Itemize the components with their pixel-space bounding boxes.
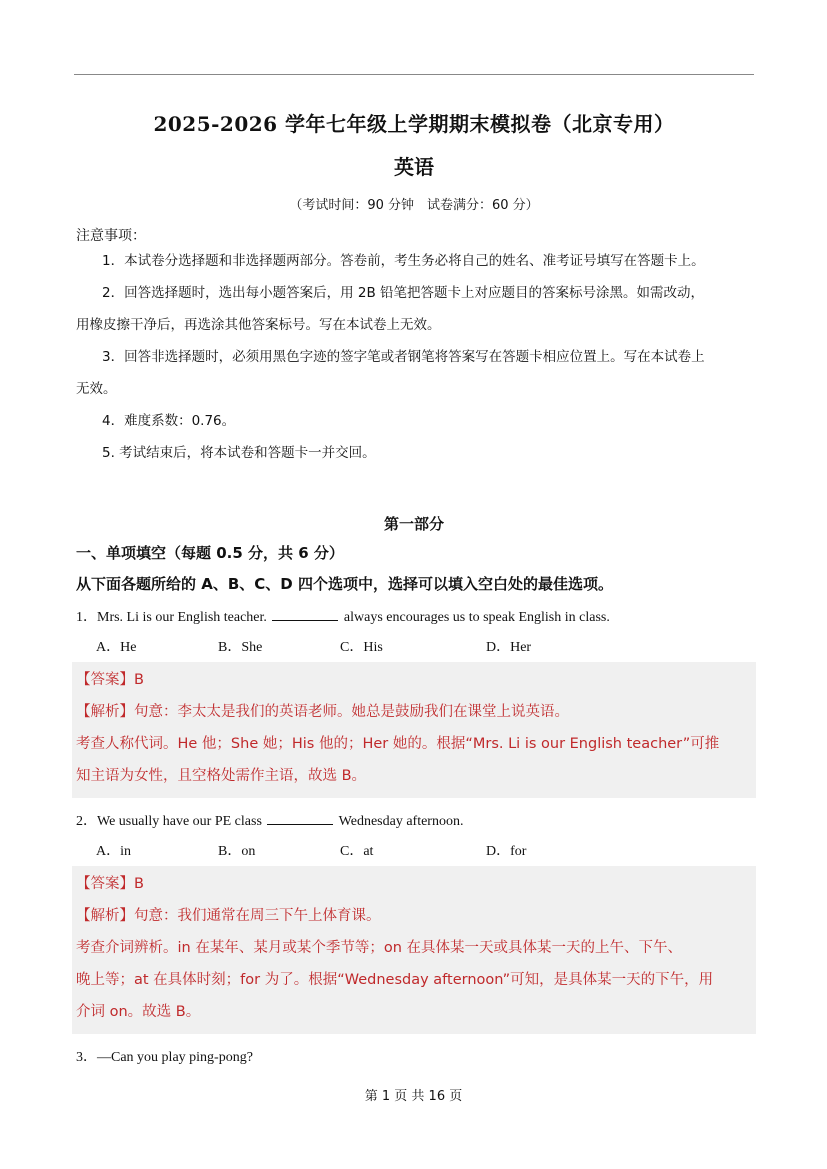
note-item: 4．难度系数：0.76。: [102, 413, 236, 429]
analysis-line: 考查人称代词。He 他；She 她；His 他的；Her 她的。根据“Mrs. Li is our English teacher”可推: [76, 736, 720, 752]
analysis-line: 考查介词辨析。in 在某年、某月或某个季节等；on 在具体某一天或具体某一天的上午、下午、: [76, 940, 682, 956]
question-stem-start: 3．—Can you play ping-pong?: [76, 1050, 253, 1065]
analysis-line: [76, 696, 752, 728]
note-item: 1．本试卷分选择题和非选择题两部分。答卷前，考生务必将自己的姓名、准考证号填写在答题卡上。: [102, 253, 705, 269]
option-d: D．for: [486, 844, 527, 859]
answer-line: [76, 868, 752, 900]
answer-value: B: [134, 672, 144, 688]
question-2-answer-box: [72, 866, 756, 1034]
header-rule: [74, 74, 754, 75]
question-2-options: [76, 840, 752, 860]
question-stem-end: Wednesday afternoon.: [338, 814, 464, 829]
subject-title: 英语: [394, 155, 434, 179]
question-stem-end: always encourages us to speak English in class.: [343, 610, 610, 625]
note-item: 2．回答选择题时，选出每小题答案后，用 2B 铅笔把答题卡上对应题目的答案标号涂黑。如需改动，: [102, 285, 705, 301]
analysis-line: 知主语为女性，且空格处需作主语，故选 B。: [76, 768, 367, 784]
answer-tag: 【答案】: [76, 672, 134, 688]
option-c: C．His: [340, 640, 383, 655]
question-stem-start: 2．We usually have our PE class: [76, 814, 262, 829]
option-a: A．in: [96, 844, 131, 859]
answer-blank: [272, 608, 338, 621]
exam-page: [76, 100, 752, 1066]
option-c: C．at: [340, 844, 374, 859]
analysis-line: 晚上等；at 在具体时刻；for 为了。根据“Wednesday afternoon”可知，是具体某一天的下午，用: [76, 972, 714, 988]
question-1-answer-box: [72, 662, 756, 798]
question-1: [76, 606, 752, 626]
question-stem-start: 1．Mrs. Li is our English teacher.: [76, 610, 267, 625]
exam-title: 2025-2026 学年七年级上学期期末模拟卷（北京专用）: [153, 112, 675, 136]
question-1-options: [76, 636, 752, 656]
question-2: [76, 810, 752, 830]
option-a: A．He: [96, 640, 137, 655]
section-title: 第一部分: [383, 515, 444, 533]
note-item: 3．回答非选择题时，必须用黑色字迹的签字笔或者钢笔将答案写在答题卡相应位置上。写在本试卷上: [102, 349, 705, 365]
analysis-text: 句意：李太太是我们的英语老师。她总是鼓励我们在课堂上说英语。: [134, 704, 569, 720]
answer-value: B: [134, 876, 144, 892]
option-b: B．She: [218, 640, 263, 655]
note-item: 用橡皮擦干净后，再选涂其他答案标号。写在本试卷上无效。: [76, 317, 441, 333]
question-3: [76, 1046, 752, 1066]
analysis-line: [76, 900, 752, 932]
answer-blank: [267, 812, 333, 825]
analysis-line: 介词 on。故选 B。: [76, 1004, 201, 1020]
analysis-tag: 【解析】: [76, 908, 134, 924]
page-footer: 第 1 页 共 16 页: [364, 1089, 463, 1104]
answer-tag: 【答案】: [76, 876, 134, 892]
part-heading: 一、单项填空（每题 0.5 分，共 6 分）: [76, 544, 344, 562]
note-item: 无效。: [76, 381, 117, 397]
option-b: B．on: [218, 844, 256, 859]
option-d: D．Her: [486, 640, 532, 655]
analysis-text: 句意：我们通常在周三下午上体育课。: [134, 908, 381, 924]
instruction: 从下面各题所给的 A、B、C、D 四个选项中，选择可以填入空白处的最佳选项。: [76, 575, 613, 593]
answer-line: [76, 664, 752, 696]
analysis-tag: 【解析】: [76, 704, 134, 720]
notes-heading: 注意事项：: [76, 228, 146, 244]
note-item: 5. 考试结束后，将本试卷和答题卡一并交回。: [102, 445, 376, 461]
exam-info: （考试时间：90 分钟 试卷满分：60 分）: [289, 198, 539, 213]
